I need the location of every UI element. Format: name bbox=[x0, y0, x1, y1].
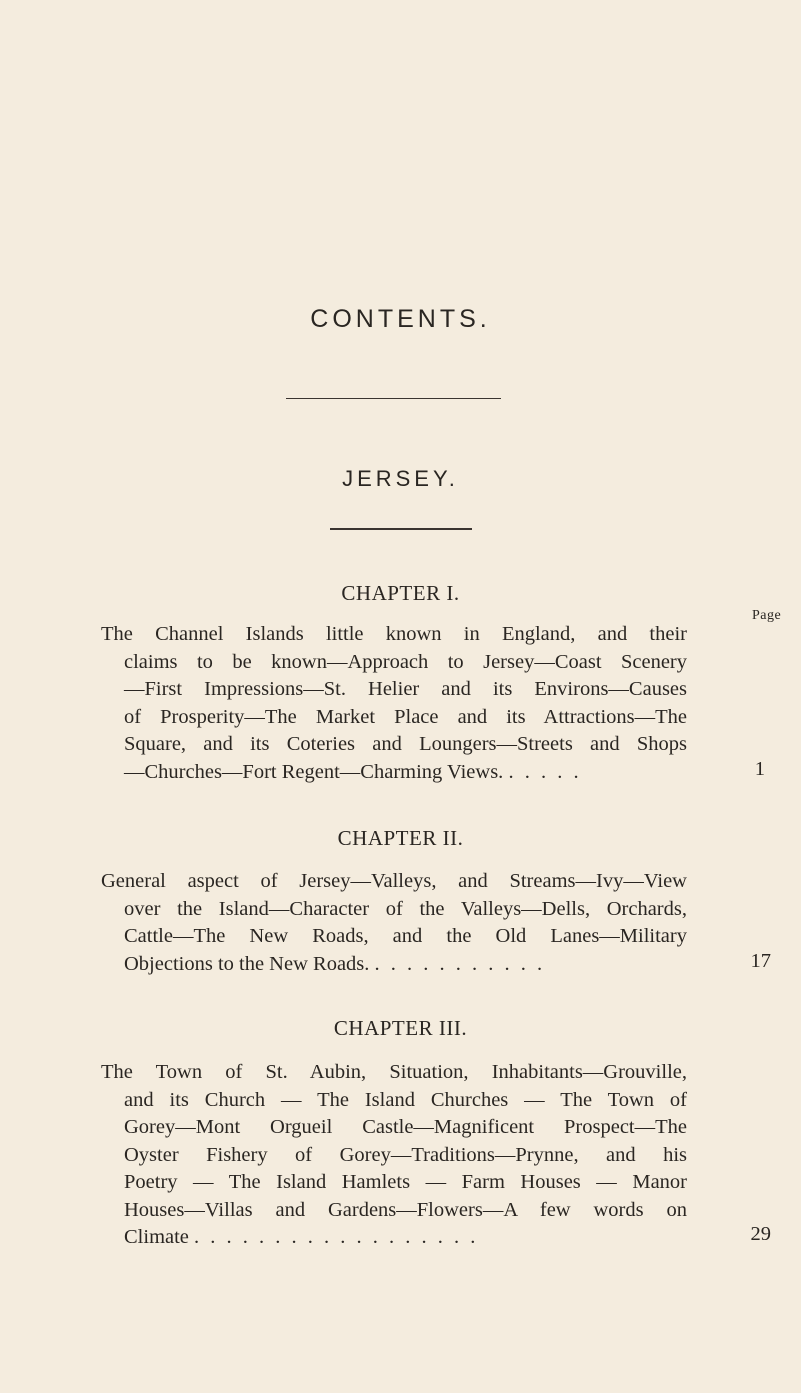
contents-heading: CONTENTS. bbox=[310, 305, 491, 333]
summary-line-last bbox=[101, 951, 687, 979]
chapter-2-page-number: 17 bbox=[750, 950, 771, 972]
heading-rule bbox=[286, 398, 501, 399]
summary-line: The Channel Islands little known in England, and their bbox=[101, 623, 687, 645]
section-heading-jersey: JERSEY. bbox=[342, 466, 459, 491]
chapter-2-summary bbox=[101, 868, 687, 978]
chapter-1-title: CHAPTER I. bbox=[341, 581, 460, 605]
summary-line: and its Church — The Island Churches — The Town of bbox=[124, 1088, 687, 1111]
summary-line: General aspect of Jersey—Valleys, and Streams—Ivy—View bbox=[101, 870, 687, 892]
summary-line: Poetry — The Island Hamlets — Farm Houses — Manor bbox=[124, 1171, 687, 1193]
summary-line: Houses—Villas and Gardens—Flowers—A few words on bbox=[124, 1198, 687, 1221]
chapter-3-page-number: 29 bbox=[750, 1223, 771, 1245]
page-column-label: Page bbox=[752, 608, 782, 623]
chapter-2-title: CHAPTER II. bbox=[337, 826, 464, 850]
summary-text: Climate bbox=[124, 1226, 189, 1248]
summary-line: —First Impressions—St. Helier and its Environs—Causes bbox=[124, 678, 687, 700]
summary-line: Gorey—Mont Orgueil Castle—Magnificent Prospect—The bbox=[124, 1116, 687, 1138]
dot-leader: . . . . . bbox=[508, 760, 582, 783]
dot-leader: . . . . . . . . . . . bbox=[374, 952, 546, 975]
summary-line-last bbox=[101, 759, 687, 787]
summary-line: The Town of St. Aubin, Situation, Inhabitants—Grouville, bbox=[101, 1061, 687, 1083]
summary-line: of Prosperity—The Market Place and its Attractions—The bbox=[124, 705, 687, 728]
section-rule bbox=[330, 528, 472, 530]
summary-line: claims to be known—Approach to Jersey—Coast Scenery bbox=[124, 650, 687, 673]
summary-line-last bbox=[101, 1224, 687, 1252]
summary-line: over the Island—Character of the Valleys—Dells, Orchards, bbox=[124, 897, 687, 920]
chapter-1-summary bbox=[101, 621, 687, 786]
chapter-3-title: CHAPTER III. bbox=[333, 1016, 468, 1040]
summary-line: Square, and its Coteries and Loungers—Streets and Shops bbox=[124, 733, 687, 755]
chapter-3-summary bbox=[101, 1059, 687, 1252]
summary-text: Objections to the New Roads. bbox=[124, 952, 370, 975]
summary-line: Oyster Fishery of Gorey—Traditions—Prynne, and his bbox=[124, 1143, 687, 1166]
summary-line: Cattle—The New Roads, and the Old Lanes—Military bbox=[124, 925, 687, 947]
chapter-1-page-number: 1 bbox=[754, 758, 765, 780]
summary-text: —Churches—Fort Regent—Charming Views. bbox=[124, 760, 504, 783]
dot-leader: . . . . . . . . . . . . . . . . . . bbox=[194, 1226, 479, 1248]
